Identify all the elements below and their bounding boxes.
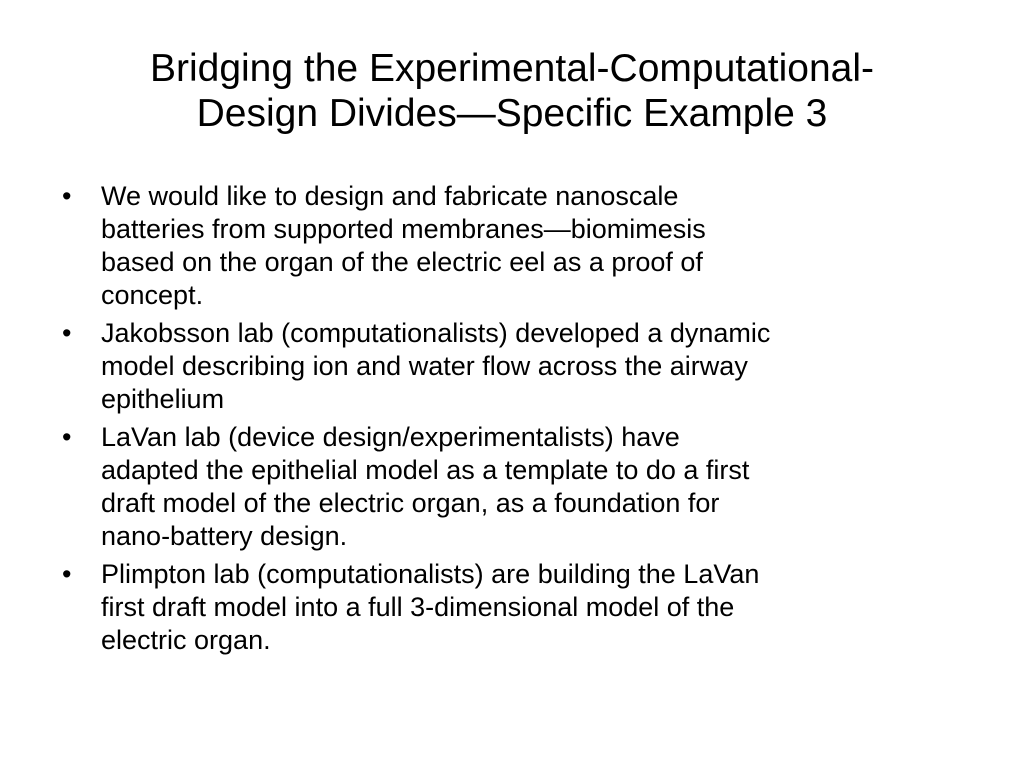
bullet-marker: • (62, 318, 72, 348)
bullet-list (62, 180, 962, 662)
bullet-item-4 (62, 558, 962, 657)
bullet-3-line-2: adapted the epithelial model as a template to do a first (101, 455, 750, 485)
bullet-marker: • (62, 559, 72, 589)
bullet-1-line-1: We would like to design and fabricate nanoscale (101, 181, 679, 211)
bullet-4-line-1: Plimpton lab (computationalists) are building the LaVan (101, 559, 760, 589)
bullet-2-line-2: model describing ion and water flow across the airway (101, 351, 748, 381)
bullet-marker: • (62, 422, 72, 452)
bullet-item-2 (62, 317, 962, 416)
bullet-3-line-4: nano-battery design. (101, 521, 348, 551)
bullet-4-line-2: first draft model into a full 3-dimensional model of the (101, 592, 735, 622)
bullet-4-line-3: electric organ. (101, 625, 271, 655)
bullet-1-line-2: batteries from supported membranes—biomimesis (101, 214, 706, 244)
bullet-2-line-3: epithelium (101, 384, 225, 414)
title-line-2: Design Divides—Specific Example 3 (196, 92, 828, 135)
bullet-3-line-3: draft model of the electric organ, as a foundation for (101, 488, 720, 518)
bullet-2-line-1: Jakobsson lab (computationalists) developed a dynamic (101, 318, 771, 348)
bullet-marker: • (62, 181, 72, 211)
bullet-1-line-4: concept. (101, 280, 204, 310)
bullet-item-3 (62, 421, 962, 553)
bullet-1-line-3: based on the organ of the electric eel as a proof of (101, 247, 703, 277)
slide-title (40, 46, 984, 136)
bullet-item-1 (62, 180, 962, 312)
title-line-1: Bridging the Experimental-Computational- (149, 47, 875, 90)
bullet-3-line-1: LaVan lab (device design/experimentalists) have (101, 422, 680, 452)
